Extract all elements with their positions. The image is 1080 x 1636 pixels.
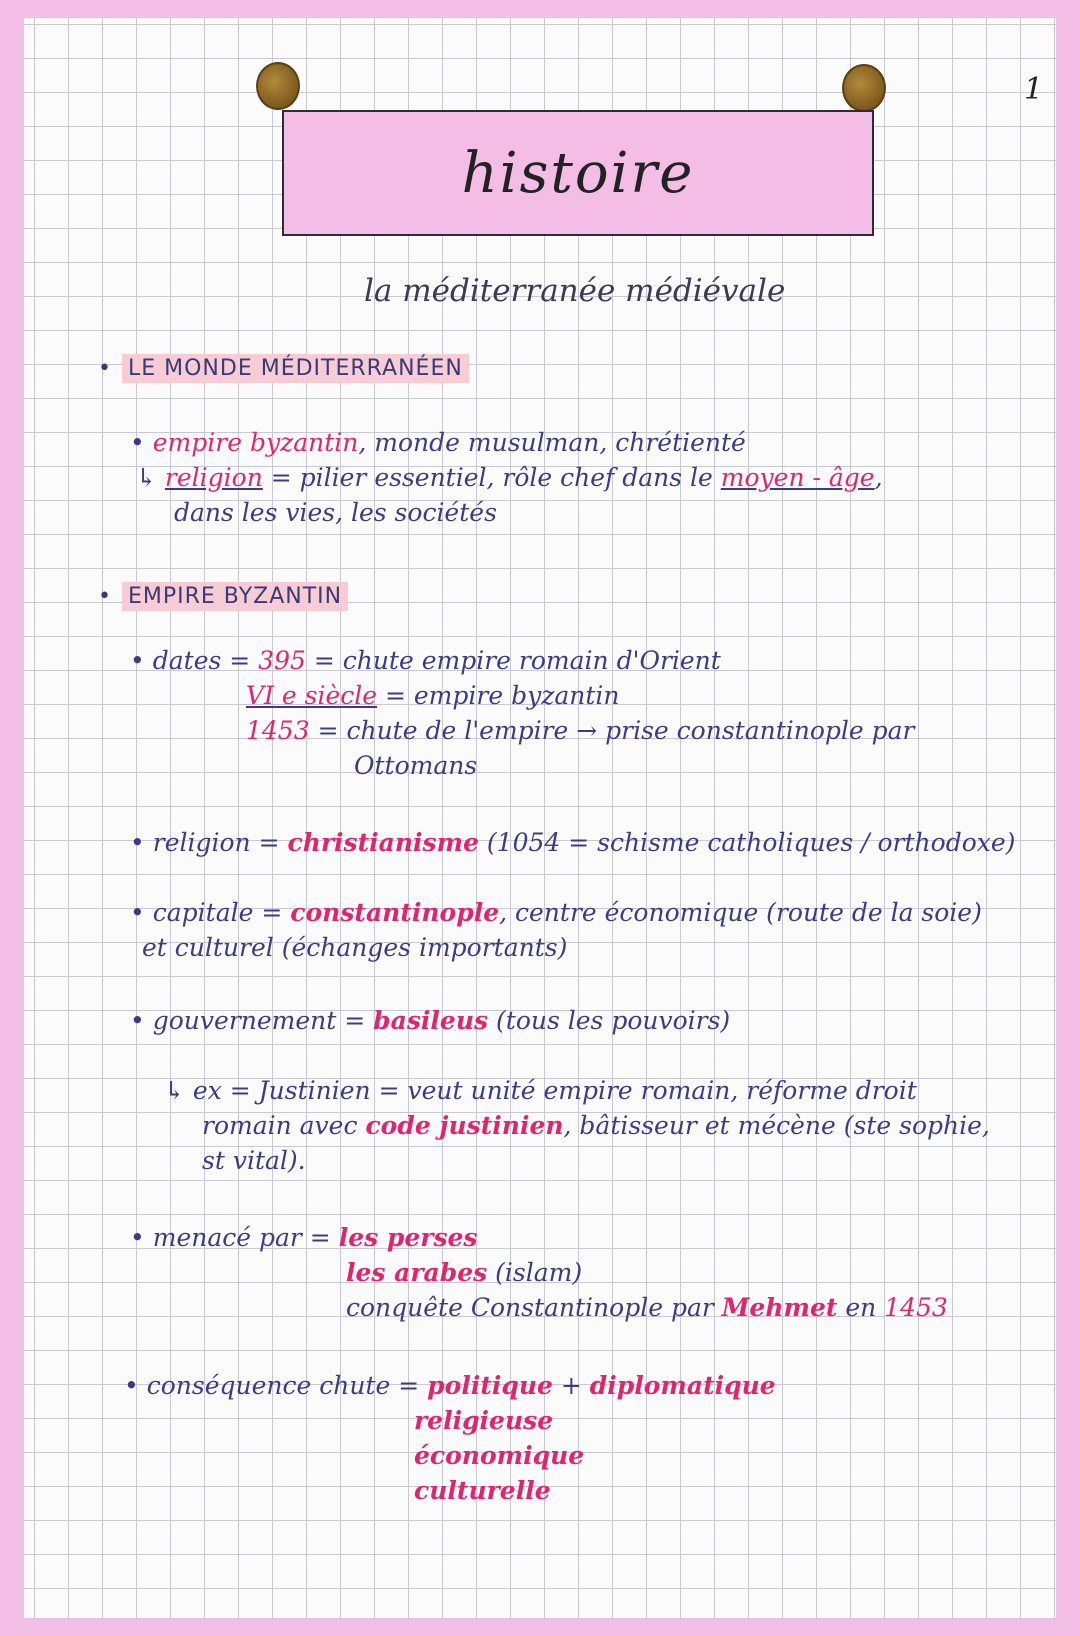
dates-line-1: • dates = 395 = chute empire romain d'Orient [130,646,721,675]
consequence-line-3: économique [414,1441,585,1470]
exemple-line-3: st vital). [202,1146,306,1175]
notebook-page [24,18,1056,1618]
border-left [0,0,24,1636]
exemple-line-1: ↳ ex = Justinien = veut unité empire romain, réforme droit [164,1076,917,1105]
border-bottom [0,1618,1080,1636]
arrow-icon: ↳ [136,463,157,492]
dates-line-2: VI e siècle = empire byzantin [246,681,620,710]
section-heading-monde: • LE MONDE MÉDITERRANÉEN [98,356,469,381]
dates-line-3: 1453 = chute de l'empire → prise constantinople par [246,716,915,745]
consequence-line-2: religieuse [414,1406,554,1435]
section-heading-byzantin: • EMPIRE BYZANTIN [98,584,348,609]
consequence-line-4: culturelle [414,1476,551,1505]
menace-line-3: conquête Constantinople par Mehmet en 1453 [346,1293,948,1322]
dates-line-4: Ottomans [354,751,478,780]
arrow-icon: ↳ [164,1076,185,1105]
s1-line-1: • empire byzantin, monde musulman, chrétienté [130,428,746,457]
capitale-line-1: • capitale = constantinople, centre économique (route de la soie) [130,898,982,927]
title-banner [282,110,874,236]
capitale-line-2: et culturel (échanges importants) [142,933,568,962]
exemple-line-2: romain avec code justinien, bâtisseur et mécène (ste sophie, [202,1111,990,1140]
s1-line-3: dans les vies, les sociétés [174,498,497,527]
s1-line-2: ↳ religion = pilier essentiel, rôle chef dans le moyen - âge, [136,463,883,492]
religion-line: • religion = christianisme (1054 = schisme catholiques / orthodoxe) [130,828,1016,857]
consequence-line-1: • conséquence chute = politique + diplomatique [124,1371,776,1400]
border-top [0,0,1080,18]
gouvernement-line: • gouvernement = basileus (tous les pouvoirs) [130,1006,731,1035]
menace-line-1: • menacé par = les perses [130,1223,478,1252]
border-right [1056,0,1080,1636]
menace-line-2: les arabes (islam) [346,1258,583,1287]
page-subtitle: la méditerranée médiévale [364,273,786,309]
page-number: 1 [1024,72,1044,107]
pin-right-icon [842,64,886,112]
page-title: histoire [461,140,695,206]
pin-left-icon [256,62,300,110]
